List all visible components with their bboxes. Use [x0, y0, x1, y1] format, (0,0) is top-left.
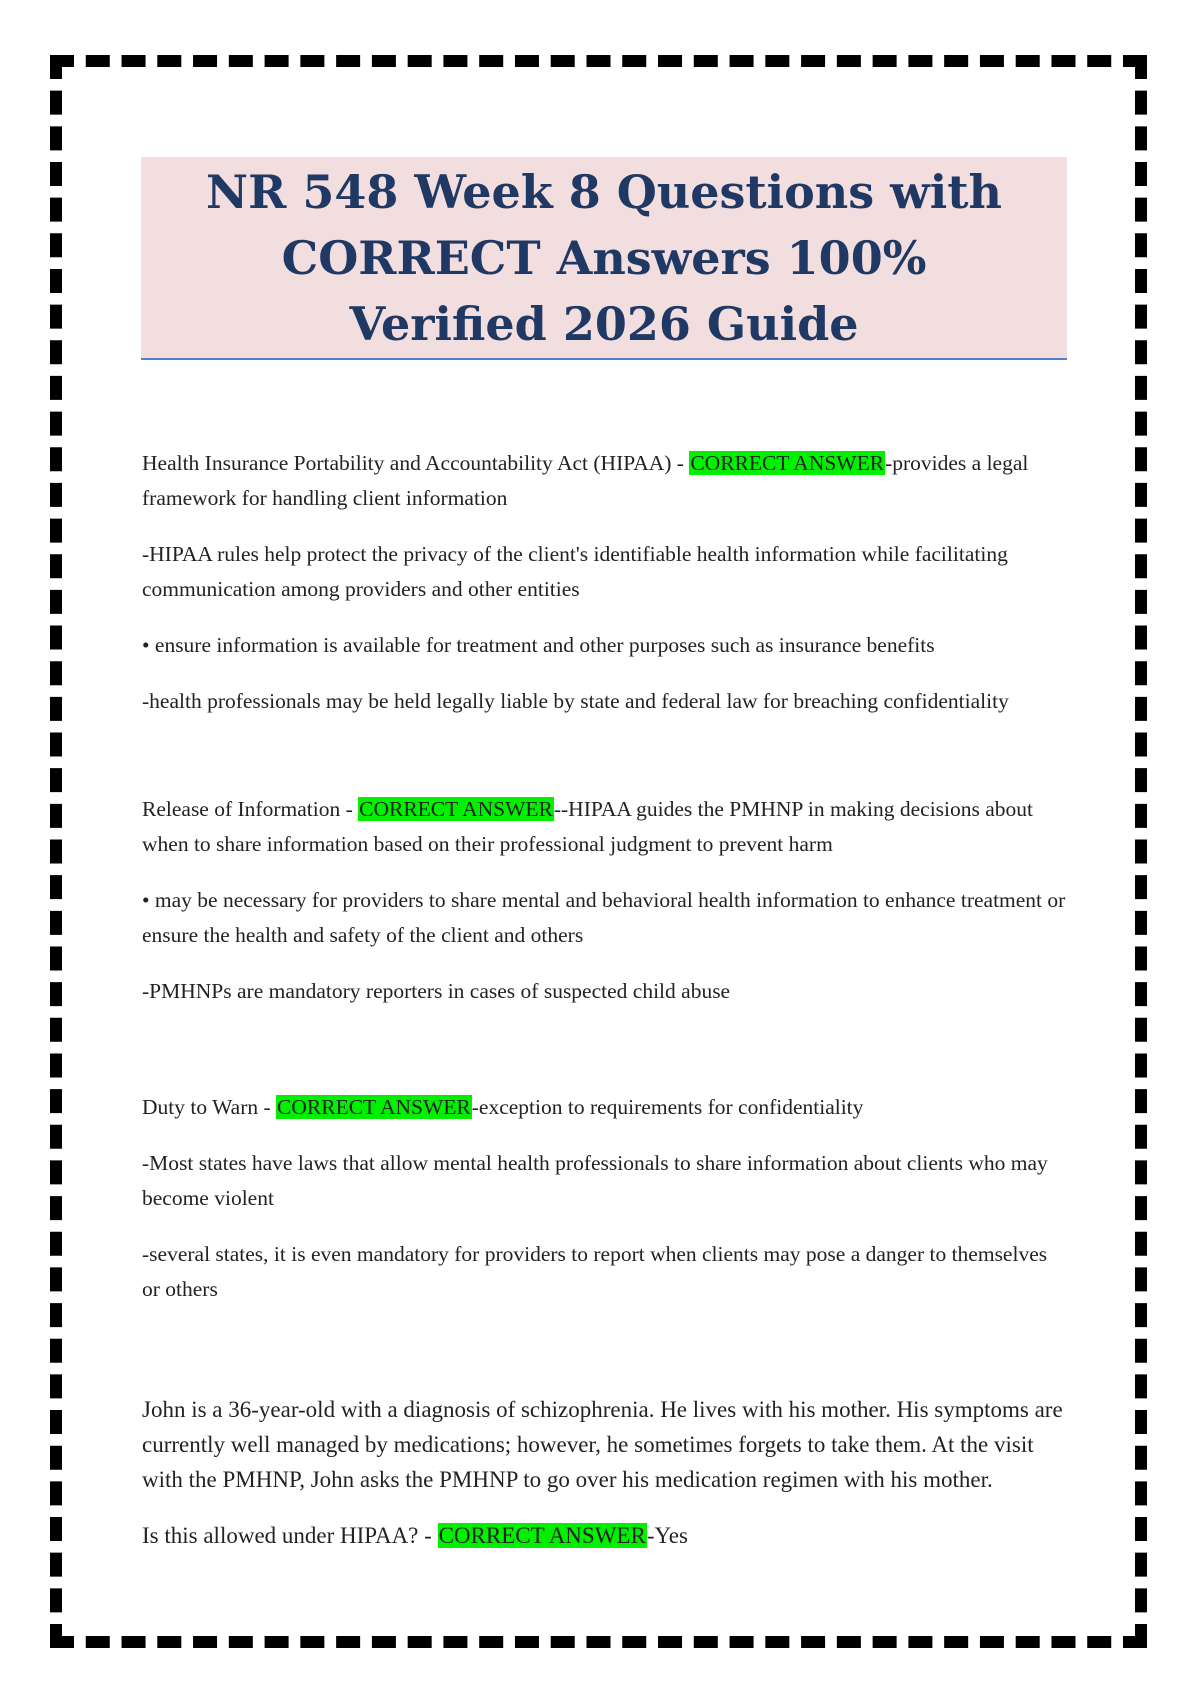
- section-2-term: Release of Information -: [142, 797, 353, 821]
- section-spacer: [142, 1328, 1067, 1392]
- section-1-heading: [142, 446, 1067, 516]
- section-1-point-3: -health professionals may be held legally liable by state and federal law for breaching confidentiality: [142, 689, 1009, 713]
- section-2-point-1: • may be necessary for providers to share mental and behavioral health information to enhance treatment or ensure the health and safety of the client and others: [142, 888, 1066, 947]
- case-answer: -Yes: [646, 1523, 688, 1548]
- correct-answer-highlight: CORRECT ANSWER: [438, 1523, 646, 1548]
- correct-answer-highlight: CORRECT ANSWER: [277, 1095, 471, 1119]
- section-1-point-1: -HIPAA rules help protect the privacy of the client's identifiable health information while facilitating communication among providers and other entities: [142, 542, 1008, 601]
- section-3-point-1: -Most states have laws that allow mental health professionals to share information about clients who may become violent: [142, 1151, 1048, 1210]
- section-2-point-2: -PMHNPs are mandatory reporters in cases of suspected child abuse: [142, 979, 731, 1003]
- title-banner: [141, 157, 1067, 360]
- section-1-answer: -provides a legal framework for handling client information: [142, 451, 1029, 510]
- section-1-point-2: • ensure information is available for treatment and other purposes such as insurance benefits: [142, 633, 935, 657]
- correct-answer-highlight: CORRECT ANSWER: [359, 797, 553, 821]
- case-scenario: John is a 36-year-old with a diagnosis of schizophrenia. He lives with his mother. His symptoms are currently well managed by medications; however, he sometimes forgets to take them. At the visit with the PMHNP, John asks the PMHNP to go over his medication regimen with his mother.: [142, 1397, 1063, 1492]
- section-2-heading: [142, 792, 1067, 862]
- section-spacer: [142, 1030, 1067, 1090]
- case-question-block: [142, 1392, 1067, 1553]
- correct-answer-highlight: CORRECT ANSWER: [690, 451, 885, 475]
- case-question: [142, 1518, 1067, 1553]
- section-3-heading: [142, 1090, 1067, 1125]
- section-3-term: Duty to Warn -: [142, 1095, 271, 1119]
- section-spacer: [142, 740, 1067, 792]
- section-3-answer: -exception to requirements for confidentiality: [471, 1095, 864, 1119]
- case-question-text: Is this allowed under HIPAA? -: [142, 1523, 432, 1548]
- document-title: NR 548 Week 8 Questions with CORRECT Answers 100% Verified 2026 Guide: [206, 164, 1002, 351]
- section-3-point-2: -several states, it is even mandatory for providers to report when clients may pose a danger to themselves or others: [142, 1242, 1048, 1301]
- section-1-term: Health Insurance Portability and Accountability Act (HIPAA) -: [142, 451, 684, 475]
- section-2-answer: --HIPAA guides the PMHNP in making decisions about when to share information based on their professional judgment to prevent harm: [142, 797, 1034, 856]
- document-body: [142, 446, 1067, 1574]
